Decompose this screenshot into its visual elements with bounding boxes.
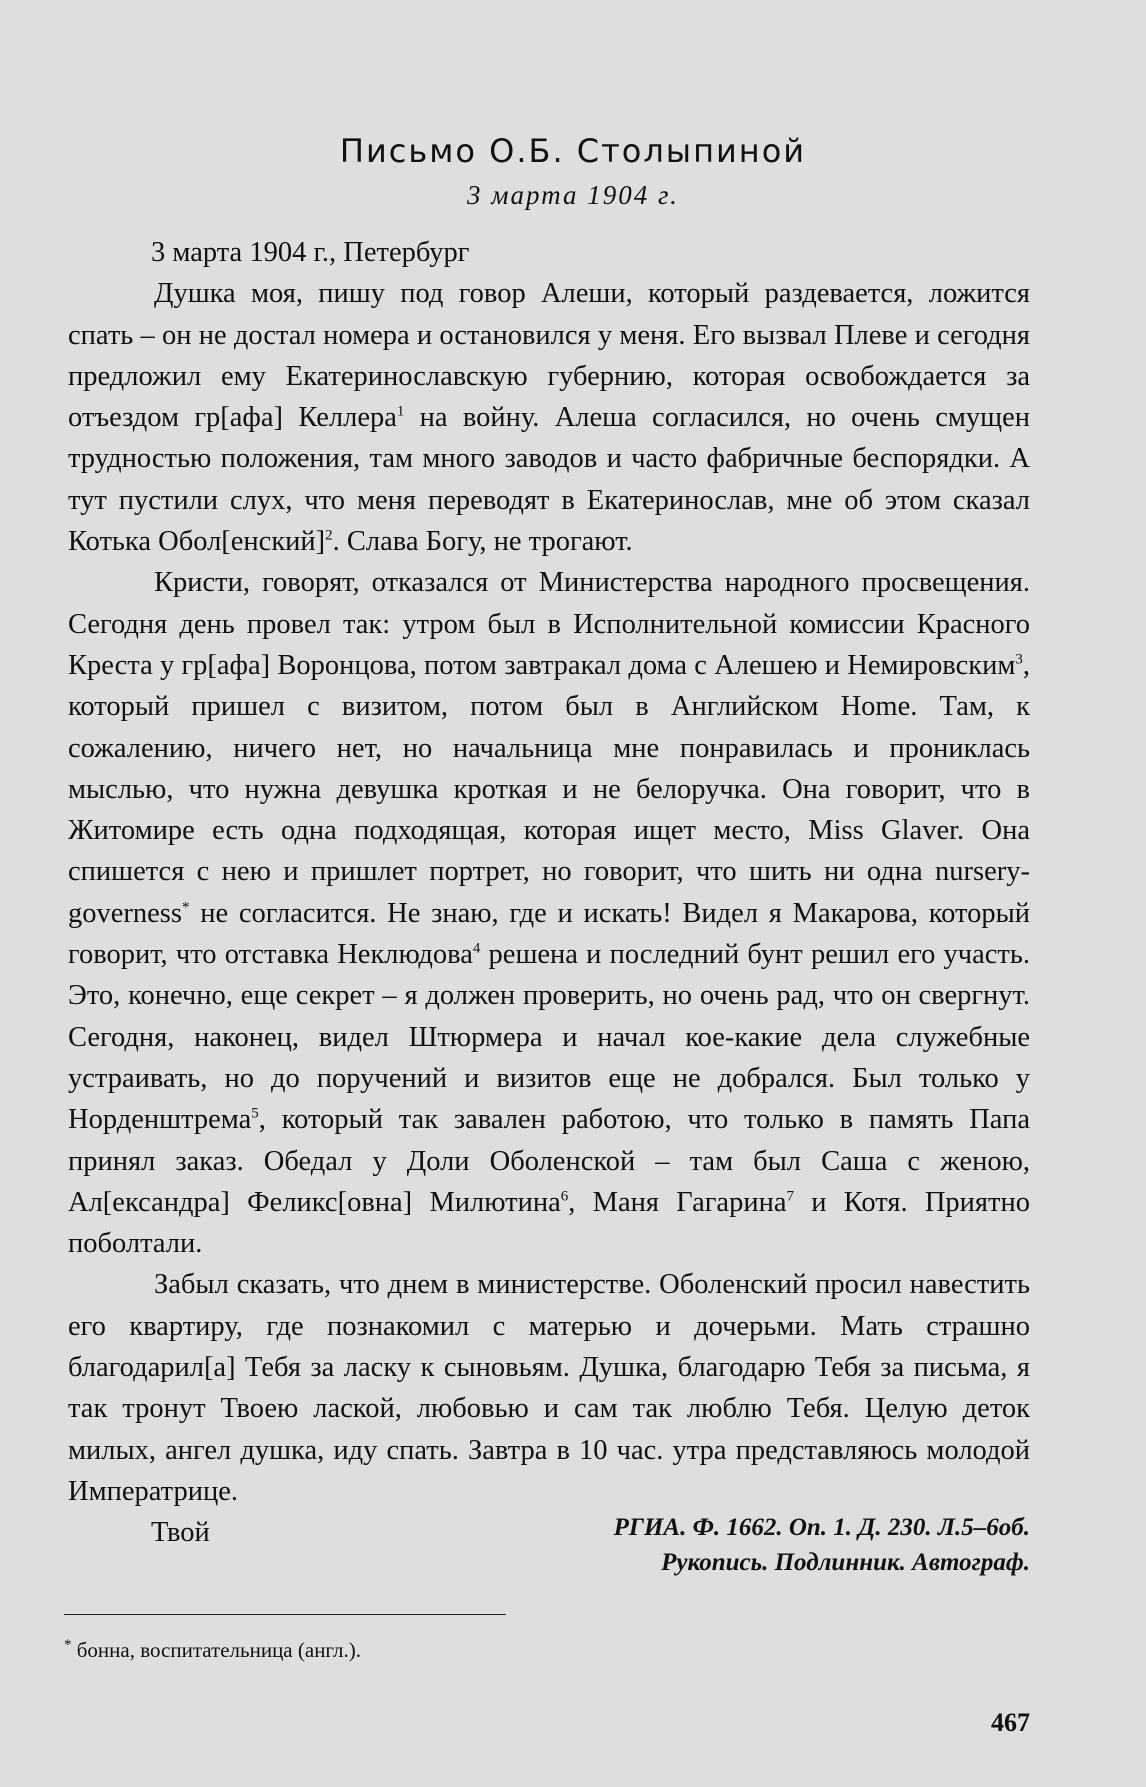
footnote-divider [64,1614,506,1615]
letter-place-date: 3 марта 1904 г., Петербург [151,237,470,268]
text-segment: решена и последний бунт решил его участь. Это, конечно, еще секрет – я должен проверить, но очень рад, что он свергнут. Сегодня, наконец, видел Штюрмера и начал кое-какие дела служебные устраивать, но до поручений и визитов еще не добрался. Был только у Норденштрема [68,939,1030,1136]
paragraph-1 [68,273,1030,562]
letter-date-heading: 3 марта 1904 г. [467,180,679,210]
footnote-ref: 3 [1015,651,1023,668]
text-segment: , который пришел с визитом, потом был в Английском Home. Там, к сожалению, ничего нет, но начальница мне понравилась и прониклась мыслью, что нужна девушка кроткая и не белоручка. Она говорит, что в Житомире есть одна подходящая, которая ищет место, Miss Glaver. Она спишется с нею и пришлет портрет, но говорит, что шить ни одна nursery-governess [68,649,1030,929]
letter-body [68,232,1030,1554]
text-segment: не согласится. Не знаю, где и искать! Видел я Макарова, который говорит, что отставка Неклюдова [68,897,1030,971]
text-segment: . Слава Богу, не трогают. [332,526,633,558]
footnote-text: бонна, воспитательница (англ.). [71,1638,361,1662]
text-segment: , Маня Гагарина [568,1186,787,1218]
archive-reference-line: Рукопись. Подлинник. Автограф. [661,1549,1030,1576]
footnote-mark: * [64,1637,72,1653]
text-segment: Душка моя, пишу под говор Алеши, который раздевается, ложится спать – он не достал номера и остановился у меня. Его вызвал Плеве и сегодня предложил ему Екатеринославскую губернию, которая освобождается за отъездом гр[афа] Келлера [68,278,1030,434]
text-segment: Кристи, говорят, отказался от Министерства народного просвещения. Сегодня день провел так: утром был в Исполнительной комиссии Красного Креста у гр[афа] Воронцова, потом завтракал дома с Алешею и Немировским [68,567,1030,681]
paragraph-3: Забыл сказать, что днем в министерстве. Оболенский просил навестить его квартиру, где познакомил с матерью и дочерьми. Мать страшно благодарил[а] Тебя за ласку к сыновьям. Душка, благодарю Тебя за письма, я так тронут Твоею лаской, любовью и сам так люблю Тебя. Целую деток милых, ангел душка, иду спать. Завтра в 10 час. утра представляюсь молодой Императрице. [68,1269,1030,1507]
footnote-ref: 2 [325,527,333,544]
footnote-ref: 4 [472,940,481,957]
archive-reference-line: РГИА. Ф. 1662. Оп. 1. Д. 230. Л.5–6об. [613,1514,1030,1541]
paragraph-2 [68,562,1030,1264]
footnote-ref: 5 [251,1105,259,1122]
text-segment: на войну. Алеша согласился, но очень смущен трудностью положения, там много заводов и часто фабричные беспорядки. А тут пустили слух, что меня переводят в Екатеринослав, мне об этом сказал Котька Обол[енский] [68,402,1030,558]
footnote-ref: 1 [396,403,405,420]
page-number: 467 [991,1708,1030,1737]
footnote-ref: 7 [786,1188,794,1205]
archive-reference [614,1510,1030,1580]
text-segment: , который так завален работою, что только в память Папа принял заказ. Обедал у Доли Оболенской – там был Саша с женою, Ал[ександра] Феликс[овна] Милютина [68,1104,1030,1218]
text-segment: и Котя. Приятно поболтали. [68,1186,1030,1260]
signature: Твой [151,1517,210,1549]
footnote-ref: 6 [560,1188,569,1205]
footnote-ref: * [181,899,190,916]
footnote [64,1638,361,1663]
page-title: Письмо О.Б. Столыпиной [339,132,807,170]
